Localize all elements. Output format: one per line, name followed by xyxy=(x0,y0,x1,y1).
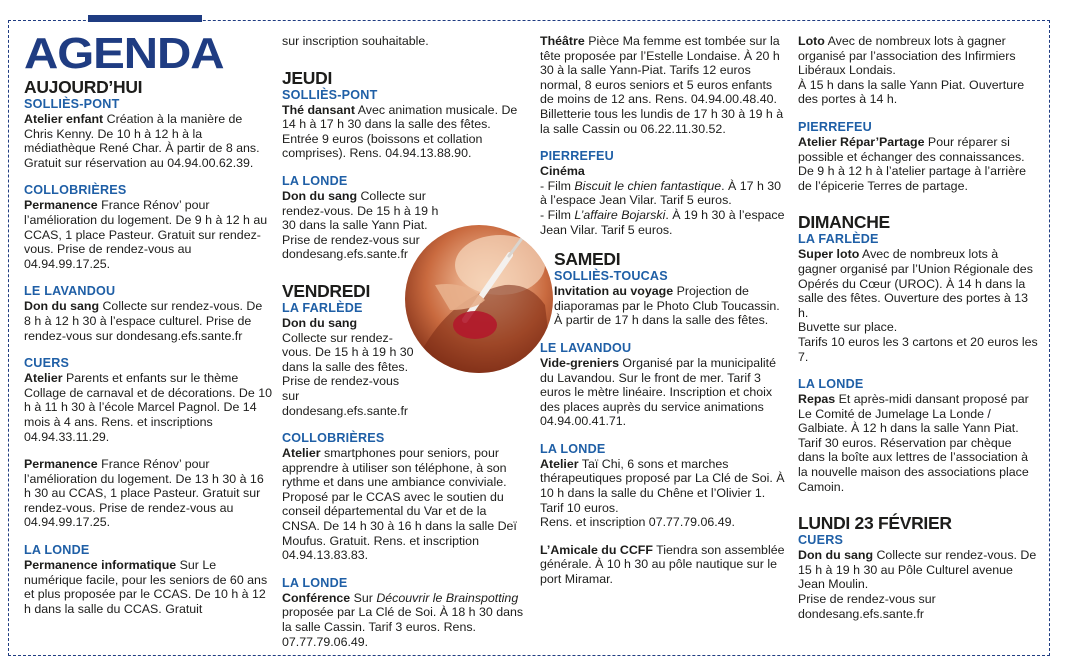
day-heading-today: AUJOURD’HUI xyxy=(24,77,143,97)
day-heading-samedi: SAMEDI xyxy=(554,249,621,270)
city-heading: SOLLIÈS-PONT xyxy=(282,87,378,102)
event-permanence: Permanence France Rénov’ pour l’amélioration du logement. De 9 h à 12 h au CCAS, 1 place Pasteur. Gratuit sur rendez-vous. Prise de rendez-vous au 04.94.99.17.25. xyxy=(24,198,268,271)
title-accent-bar xyxy=(88,15,202,22)
event-atelier-taichi: Atelier Taï Chi, 6 sons et marches thérapeutiques proposé par La Clé de Soi. À 10 h dans la salle du Chêne et l’Olivier 1. Tarif 10 euros. xyxy=(540,456,785,515)
column-4 xyxy=(798,34,1038,621)
event-theatre: Théâtre Pièce Ma femme est tombée sur la tête proposée par l’Estelle Londaise. À 20 h 30 à la salle Yann-Piat. Tarifs 12 euros normal, 8 euros seniors et 5 euros enfants de moins de 12 ans. Rens. 04.94.00.48.40. Billetterie tous les lundis de 17 h 30 à 19 h à la salle Cassin ou 06.22.11.30.52. xyxy=(540,34,784,136)
day-heading-dimanche: DIMANCHE xyxy=(798,212,890,233)
event-permanence-informatique: Permanence informatique Sur Le numérique facile, pour les seniors de 60 ans et plus proposée par le CCAS. De 10 h à 12 h dans la salle du CCAS. Gratuit xyxy=(24,558,268,616)
continued-text: sur inscription souhaitable. xyxy=(282,34,429,48)
city-heading: LA LONDE xyxy=(798,377,864,392)
city-heading: LA LONDE xyxy=(282,173,348,188)
city-heading: CUERS xyxy=(24,356,70,371)
event-amicale-ccff: L’Amicale du CCFF Tiendra son assemblée générale. À 10 h 30 au pôle nautique sur le port Miramar. xyxy=(540,542,785,587)
event-atelier-parents: Atelier Parents et enfants sur le thème Collage de carnaval et de décorations. De 10 h à 11 h 30 à l’école Marcel Pagnol. De 14 mois à 4 ans. Rens. et inscriptions 04.94.33.11.29. xyxy=(24,371,272,444)
event-super-loto-tarifs: Tarifs 10 euros les 3 cartons et 20 euros les 7. xyxy=(798,334,1038,364)
city-heading: LA FARLÈDE xyxy=(798,232,879,247)
event-don-du-sang: Don du sang Collecte sur rendez-vous. De 15 h à 19 h 30 au Pôle Culturel avenue Jean Moulin. xyxy=(798,548,1037,592)
day-heading-vendredi: VENDREDI xyxy=(282,280,371,301)
column-3 xyxy=(540,34,788,587)
event-super-loto: Super loto Avec de nombreux lots à gagner organisé par l’Union Régionale des Opérés du Cœur (UROC). À 14 h dans la salle des fêtes. Ouverture des portes à 13 h. xyxy=(798,247,1033,320)
day-heading-lundi: LUNDI 23 FÉVRIER xyxy=(798,513,952,534)
event-don-du-sang: Don du sang Collecte sur rendez-vous. De 15 h à 19 h 30 dans la salle Yann Piat. Prise de rendez-vous sur dondesang.efs.sante.fr xyxy=(282,188,439,262)
event-atelier-enfant: Atelier enfant Création à la manière de Chris Kenny. De 10 h à 12 h à la médiathèque René Char. À partir de 8 ans. Gratuit sur réservation au 04.94.00.62.39. xyxy=(24,112,260,170)
day-heading-jeudi: JEUDI xyxy=(282,67,333,88)
event-don-du-sang-info: Prise de rendez-vous sur dondesang.efs.sante.fr xyxy=(798,592,936,621)
event-the-dansant: Thé dansant Avec animation musicale. De 14 h à 17 h 30 dans la salle des fêtes. Entrée 9 euros (boissons et collation comprises). Rens. 04.94.13.88.90. xyxy=(282,102,518,161)
event-film-2: - Film L’affaire Bojarski. À 19 h 30 à l’espace Jean Vilar. Tarif 5 euros. xyxy=(540,207,785,237)
event-cinema-label: Cinéma xyxy=(540,164,585,179)
event-invitation-voyage: Invitation au voyage Projection de diaporamas par le Photo Club Toucassin. À partir de 17 h dans la salle des fêtes. xyxy=(554,284,780,328)
city-heading: CUERS xyxy=(798,533,844,548)
city-heading: PIERREFEU xyxy=(798,119,872,134)
event-vide-greniers: Vide-greniers Organisé par la municipalité du Lavandou. Sur le front de mer. Tarif 3 euros le mètre linéaire. Inscription et choix des places auprès du service animations 04.94.00.41.71. xyxy=(540,355,776,429)
event-permanence-2: Permanence France Rénov’ pour l’amélioration du logement. De 13 h 30 à 16 h 30 au CCAS, 1 place Pasteur. Gratuit sur rendez-vous. Prise de rendez-vous au 04.94.99.17.25. xyxy=(24,457,264,530)
event-conference: Conférence Sur Découvrir le Brainspotting proposée par La Clé de Soi. À 18 h 30 dans la salle Cassin. Tarif 3 euros. Rens. 07.77.79.06.49. xyxy=(282,590,524,649)
event-super-loto-buvette: Buvette sur place. xyxy=(798,320,898,335)
event-loto: Loto Avec de nombreux lots à gagner organisé par l’association des Infirmiers Libéraux Londais. xyxy=(798,34,1016,78)
event-film-1: - Film Biscuit le chien fantastique. À 17 h 30 à l’espace Jean Vilar. Tarif 5 euros. xyxy=(540,178,782,208)
city-heading: SOLLIÈS-PONT xyxy=(24,97,120,111)
city-heading: COLLOBRIÈRES xyxy=(282,431,385,446)
event-repas: Repas Et après-midi dansant proposé par Le Comité de Jumelage La Londe / Galbiate. À 12 h dans la salle Yann Piat. Tarif 30 euros. Réservation par chèque dans la boîte aux lettres de l’association à la nouvelle maison des associations place Camoin. xyxy=(798,392,1029,494)
city-heading: LA LONDE xyxy=(282,575,348,590)
city-heading: COLLOBRIÈRES xyxy=(24,183,127,198)
event-atelier-smartphones: Atelier smartphones pour seniors, pour apprendre à utiliser son téléphone, à son rythme et dans une ambiance conviviale. Proposé par le CCAS avec le soutien du conseil départemental du Var et de la CNSA. De 14 h 30 à 16 h dans la salle Deï Moufus. Gratuit. Rens. et inscription 04.94.13.83.83. xyxy=(282,446,517,563)
event-loto-info: À 15 h dans la salle Yann Piat. Ouverture des portes à 14 h. xyxy=(798,77,1025,107)
page-title: AGENDA xyxy=(24,29,224,78)
column-1 xyxy=(24,29,272,616)
city-heading: SOLLIÈS-TOUCAS xyxy=(554,269,668,284)
blood-donation-photo xyxy=(405,225,553,373)
city-heading: LA FARLÈDE xyxy=(282,300,363,315)
city-heading: LE LAVANDOU xyxy=(24,284,116,299)
city-heading: LA LONDE xyxy=(24,543,90,558)
event-don-du-sang: Don du sang Collecte sur rendez-vous. De 15 h à 19 h 30 dans la salle des fêtes. Prise de rendez-vous sur dondesang.efs.sante.fr xyxy=(282,315,414,418)
city-heading: LE LAVANDOU xyxy=(540,340,632,355)
event-repar-partage: Atelier Répar’Partage Pour réparer si possible et échanger des connaissances. De 9 h à 12 h à l’atelier partage à l’arrière de l’épicerie Terres de partage. xyxy=(798,134,1026,193)
city-heading: PIERREFEU xyxy=(540,149,614,164)
event-atelier-taichi-info: Rens. et inscription 07.77.79.06.49. xyxy=(540,515,735,530)
city-heading: LA LONDE xyxy=(540,441,606,456)
event-don-du-sang: Don du sang Collecte sur rendez-vous. De 8 h à 12 h 30 à l’espace culturel. Prise de rendez-vous sur dondesang.efs.sante.fr xyxy=(24,299,263,343)
